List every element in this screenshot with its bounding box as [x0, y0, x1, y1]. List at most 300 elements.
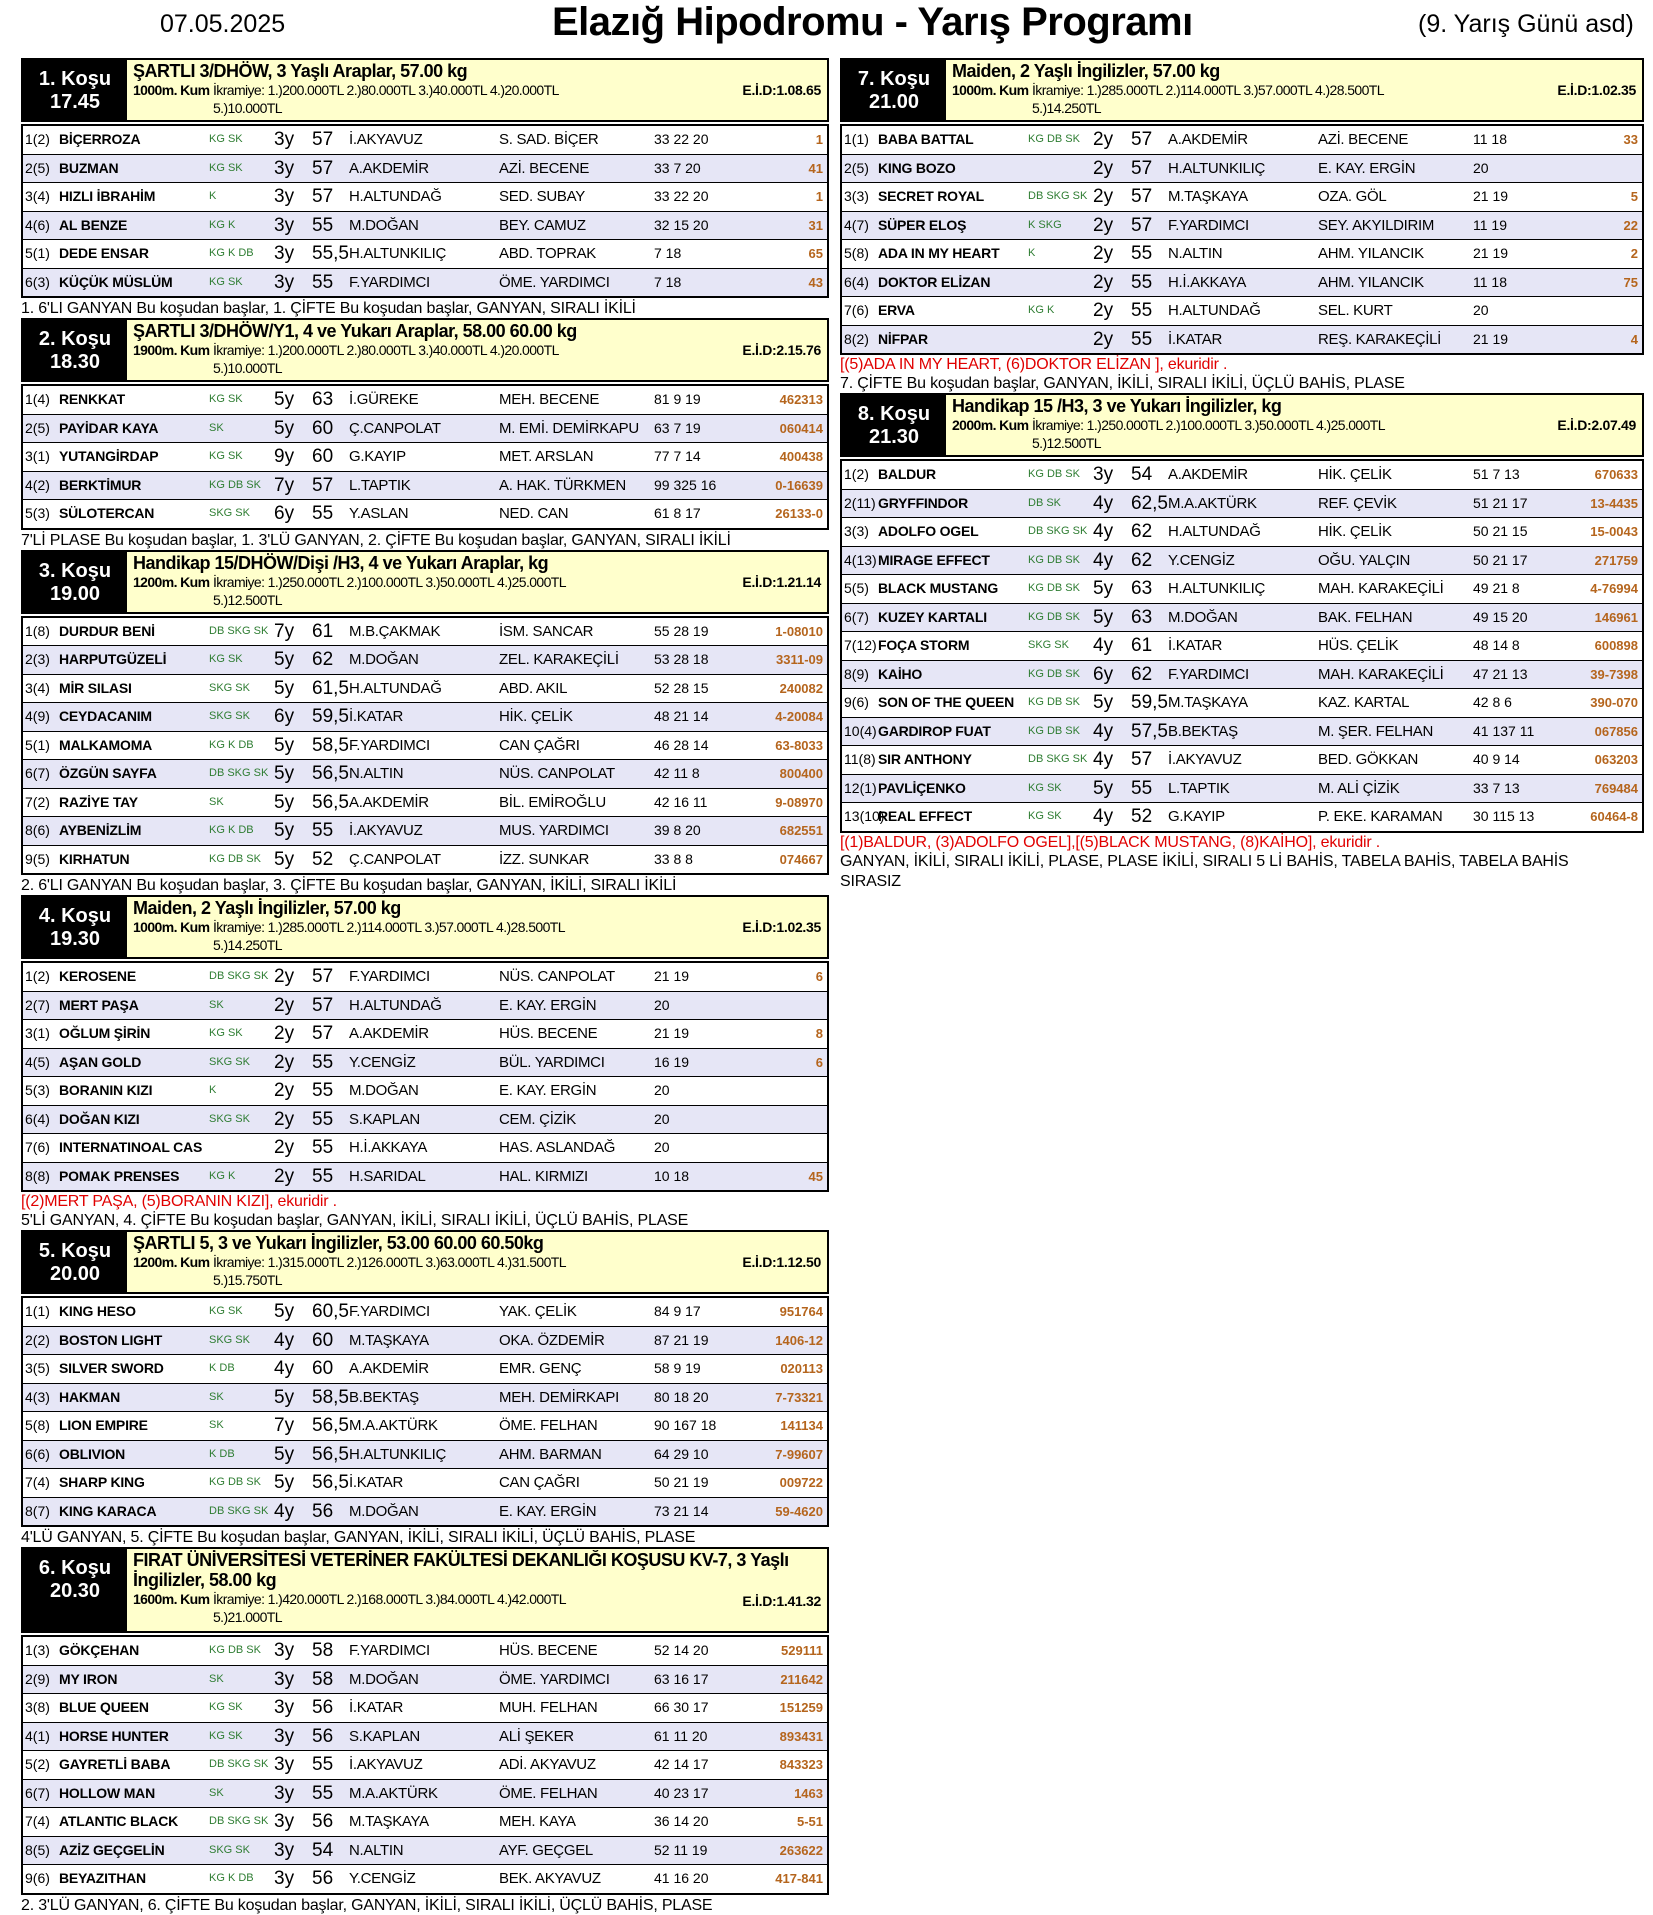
weight: 52	[312, 848, 334, 870]
horse-age: 2y	[274, 1137, 295, 1158]
last-races	[1545, 297, 1642, 325]
jockey: B.BEKTAŞ	[1168, 722, 1238, 740]
last-races: 009722	[779, 1475, 823, 1490]
entries-table	[840, 459, 1644, 833]
equipment: KG DB SK	[1028, 582, 1080, 594]
sire-dam-stats: 50 21 15	[1473, 523, 1528, 539]
sire-dam-stats: 20	[654, 996, 670, 1013]
last-races: 1-08010	[775, 623, 823, 639]
weight: 57	[312, 474, 334, 496]
sire-dam-stats: 81 9 19	[654, 391, 701, 407]
equipment: KG K DB	[209, 738, 254, 751]
horse-name: MİR SILASI	[59, 679, 132, 696]
owner: MAH. KARAKEÇİLİ	[1318, 665, 1444, 683]
race-number-box	[23, 552, 127, 612]
entry-number: 2(5)	[25, 159, 50, 176]
horse-age: 6y	[1093, 663, 1114, 685]
horse-age: 2y	[274, 966, 295, 987]
table-row	[842, 689, 1642, 718]
last-races: 4	[1630, 331, 1638, 347]
race-day: (9. Yarış Günü asd)	[1418, 10, 1634, 38]
horse-age: 3y	[274, 214, 295, 236]
table-row	[23, 472, 827, 501]
sire-dam-stats: 42 16 11	[654, 793, 708, 810]
table-row	[23, 212, 827, 241]
horse-name: INTERNATINOAL CAS	[59, 1139, 203, 1155]
equipment: KG DB SK	[1028, 468, 1080, 480]
jockey: H.ALTUNDAĞ	[349, 188, 442, 205]
race-header	[21, 1547, 829, 1633]
horse-name: KING KARACA	[59, 1502, 157, 1519]
table-row	[23, 1637, 827, 1666]
horse-age: 2y	[274, 994, 295, 1016]
owner: İZZ. SUNKAR	[499, 850, 590, 868]
page-title: Elazığ Hipodromu - Yarış Programı	[552, 0, 1193, 44]
entry-number: 6(6)	[25, 1445, 50, 1462]
race-block	[21, 1230, 829, 1547]
entry-number: 6(7)	[25, 765, 50, 781]
bet-note: 2. 3'LÜ GANYAN, 6. ÇİFTE Bu koşudan başlar, GANYAN, İKİLİ, SIRALI İKİLİ, ÜÇLÜ BAHİS, PLASE	[21, 1896, 713, 1914]
weight: 57	[312, 966, 334, 987]
jockey: M.DOĞAN	[349, 1670, 419, 1688]
sire-dam-stats: 33 22 20	[654, 188, 709, 204]
owner: E. KAY. ERGİN	[499, 1082, 597, 1099]
sire-dam-stats: 61 8 17	[654, 505, 701, 521]
race-prize-5: 5.)10.000TL	[213, 360, 282, 376]
horse-age: 3y	[274, 1868, 295, 1889]
weight: 60	[312, 1329, 334, 1351]
equipment: KG DB SK	[209, 1644, 261, 1656]
weight: 55	[312, 214, 334, 236]
equipment: KG SK	[209, 1729, 243, 1742]
equipment: KG SK	[209, 133, 243, 145]
last-races: 600898	[1594, 638, 1638, 653]
equipment: DB SKG SK	[209, 1815, 269, 1827]
weight: 57	[312, 129, 334, 150]
horse-name: POMAK PRENSES	[59, 1167, 180, 1184]
sire-dam-stats: 39 8 20	[654, 822, 701, 838]
entry-number: 7(4)	[25, 1474, 50, 1490]
last-races: 22	[1623, 217, 1638, 233]
entry-number: 7(2)	[25, 793, 50, 810]
entry-number: 6(4)	[25, 1110, 50, 1127]
race-notes	[21, 1895, 829, 1915]
last-races: 211642	[780, 1671, 823, 1687]
horse-name: OĞLUM ŞİRİN	[59, 1025, 151, 1041]
horse-age: 2y	[1093, 271, 1114, 293]
race-number: 7. Koşu	[857, 68, 931, 90]
equipment: SK	[209, 1786, 224, 1799]
sire-dam-stats: 20	[654, 1082, 670, 1098]
race-number: 5. Koşu	[38, 1240, 112, 1262]
sire-dam-stats: 87 21 19	[654, 1331, 709, 1348]
last-races: 45	[808, 1168, 823, 1184]
horse-name: SECRET ROYAL	[878, 188, 984, 204]
race-number-box	[23, 1232, 127, 1292]
race-time: 20.00	[49, 1263, 101, 1285]
jockey: M.DOĞAN	[1168, 608, 1238, 626]
table-row	[23, 1049, 827, 1078]
race-number-box	[23, 60, 127, 120]
entry-number: 8(7)	[25, 1502, 50, 1519]
entry-number: 10(4)	[844, 722, 877, 739]
horse-age: 2y	[1093, 157, 1114, 179]
owner: E. KAY. ERGİN	[499, 996, 597, 1014]
last-races	[726, 992, 827, 1020]
horse-name: DOKTOR ELİZAN	[878, 273, 991, 290]
race-notes	[21, 875, 829, 895]
race-number-box	[842, 395, 946, 455]
sire-dam-stats: 21 19	[1473, 245, 1509, 261]
horse-age: 3y	[274, 1640, 295, 1661]
owner: HİK. ÇELİK	[499, 708, 573, 725]
last-races: 146961	[1594, 609, 1638, 625]
race-number: 4. Koşu	[38, 905, 112, 927]
horse-name: BALDUR	[878, 466, 936, 482]
entry-number: 5(3)	[25, 1082, 50, 1098]
horse-name: SÜPER ELOŞ	[878, 216, 967, 233]
last-races: 141134	[780, 1418, 823, 1433]
last-races: 1463	[794, 1785, 823, 1801]
race-number: 8. Koşu	[857, 403, 931, 425]
entries-table	[21, 1296, 829, 1527]
weight: 62,5	[1131, 492, 1168, 514]
owner: BEK. AKYAVUZ	[499, 1870, 601, 1887]
race-record: E.İ.D:1.21.14	[742, 573, 821, 590]
last-races: 6	[815, 969, 823, 984]
race-block	[21, 550, 829, 896]
equipment	[1028, 326, 1093, 354]
table-row	[842, 297, 1642, 326]
race-info	[127, 897, 827, 957]
weight: 52	[1131, 806, 1153, 827]
last-races: 074667	[779, 851, 823, 867]
last-races: 390-070	[1590, 695, 1638, 710]
horse-name: ÖZGÜN SAYFA	[59, 765, 157, 781]
entry-number: 7(4)	[25, 1813, 50, 1829]
last-races: 271759	[1594, 552, 1638, 568]
race-prize: İkramiye: 1.)285.000TL 2.)114.000TL 3.)57.000TL 4.)28.500TL	[1032, 82, 1384, 98]
entries-table	[21, 961, 829, 1192]
sire-dam-stats: 52 11 19	[654, 1841, 708, 1858]
entries-table	[840, 124, 1644, 355]
table-row	[23, 1134, 827, 1163]
weight: 58	[312, 1640, 334, 1661]
table-row	[23, 386, 827, 415]
horse-name: CEYDACANIM	[59, 708, 152, 724]
weight: 61	[312, 620, 334, 642]
table-row	[23, 1106, 827, 1135]
race-header	[840, 58, 1644, 122]
horse-age: 3y	[274, 1811, 295, 1832]
last-races: 13-4435	[1590, 495, 1638, 511]
weight: 55	[312, 503, 334, 524]
jockey: B.BEKTAŞ	[349, 1388, 419, 1406]
horse-age: 5y	[1093, 578, 1114, 599]
entries-table	[21, 616, 829, 876]
sire-dam-stats: 51 21 17	[1473, 494, 1528, 511]
table-row	[23, 1751, 827, 1780]
race-block	[21, 1547, 829, 1915]
jockey: F.YARDIMCI	[1168, 216, 1249, 234]
equipment: SK	[209, 1419, 224, 1431]
race-title: Maiden, 2 Yaşlı İngilizler, 57.00 kg	[952, 61, 1220, 81]
weight: 55	[312, 1080, 334, 1101]
sire-dam-stats: 21 19	[654, 968, 690, 984]
last-races: 7-73321	[775, 1389, 823, 1405]
owner: YAK. ÇELİK	[499, 1303, 577, 1320]
sire-dam-stats: 30 115 13	[1473, 808, 1535, 824]
weight: 57	[1131, 214, 1153, 236]
race-prize: İkramiye: 1.)200.000TL 2.)80.000TL 3.)40.000TL 4.)20.000TL	[213, 82, 559, 98]
horse-name: ADA IN MY HEART	[878, 245, 1000, 261]
weight: 61	[1131, 635, 1153, 656]
table-row	[23, 183, 827, 212]
table-row	[23, 789, 827, 818]
table-row	[23, 1694, 827, 1723]
sire-dam-stats: 20	[1473, 302, 1489, 318]
table-row	[23, 443, 827, 472]
entry-number: 4(13)	[844, 551, 877, 568]
owner: HÜS. ÇELİK	[1318, 637, 1399, 654]
sire-dam-stats: 47 21 13	[1473, 665, 1528, 682]
race-details	[952, 416, 1636, 434]
horse-age: 5y	[1093, 777, 1114, 799]
horse-name: BABA BATTAL	[878, 131, 974, 147]
jockey: Y.CENGİZ	[349, 1870, 416, 1887]
entry-number: 5(1)	[25, 245, 50, 261]
sire-dam-stats: 50 21 17	[1473, 551, 1528, 568]
horse-age: 5y	[1093, 606, 1114, 628]
last-races: 951764	[779, 1304, 823, 1319]
last-races: 63-8033	[775, 737, 823, 753]
sire-dam-stats: 77 7 14	[654, 448, 701, 464]
race-header	[840, 393, 1644, 457]
weight: 57	[312, 994, 334, 1016]
owner: AHM. BARMAN	[499, 1445, 602, 1463]
race-time: 19.00	[49, 582, 101, 605]
right-column	[840, 58, 1644, 891]
table-row	[23, 1469, 827, 1498]
weight: 58,5	[312, 734, 349, 756]
horse-name: ERVA	[878, 302, 915, 318]
entry-number: 3(8)	[25, 1699, 50, 1715]
horse-name: HORSE HUNTER	[59, 1727, 169, 1744]
horse-name: KEROSENE	[59, 968, 136, 984]
owner: ÖME. YARDIMCI	[499, 273, 610, 291]
race-prize-5: 5.)12.500TL	[1032, 435, 1101, 451]
horse-age: 5y	[274, 677, 295, 699]
weight: 63	[1131, 578, 1153, 599]
owner: HİK. ÇELİK	[1318, 466, 1392, 483]
entry-number: 1(3)	[25, 1642, 50, 1658]
race-title-line2: İngilizler, 58.00 kg	[133, 1570, 277, 1590]
horse-age: 4y	[1093, 492, 1114, 514]
last-races: 843323	[779, 1757, 823, 1772]
table-row	[842, 661, 1642, 690]
horse-age: 3y	[274, 1754, 295, 1775]
weight: 62	[1131, 663, 1153, 685]
jockey: İ.KATAR	[349, 1474, 404, 1491]
race-record: E.İ.D:1.41.32	[742, 1593, 821, 1609]
owner: ÖME. FELHAN	[499, 1417, 598, 1434]
sire-dam-stats: 42 14 17	[654, 1756, 709, 1772]
owner: MEH. DEMİRKAPI	[499, 1388, 619, 1406]
race-distance: 1900m. Kum	[133, 342, 210, 358]
last-races: 063203	[1594, 752, 1638, 767]
last-races: 43	[808, 274, 823, 290]
equipment: DB SKG SK	[209, 970, 269, 982]
weight: 57	[1131, 186, 1153, 207]
weight: 57	[1131, 157, 1153, 179]
weight: 55	[1131, 271, 1153, 293]
weight: 62	[312, 649, 334, 670]
jockey: A.AKDEMİR	[349, 159, 429, 177]
horse-name: HIZLI İBRAHİM	[59, 188, 156, 204]
equipment: SKG SK	[209, 507, 250, 519]
owner: EMR. GENÇ	[499, 1360, 582, 1377]
table-row	[23, 817, 827, 846]
horse-name: HAKMAN	[59, 1388, 121, 1405]
race-block	[840, 58, 1644, 393]
horse-age: 7y	[274, 620, 295, 642]
jockey: H.İ.AKKAYA	[1168, 273, 1247, 291]
table-row	[23, 618, 827, 647]
last-races: 59-4620	[775, 1503, 823, 1519]
horse-name: AYBENİZLİM	[59, 822, 142, 838]
weight: 63	[312, 389, 334, 410]
owner: P. EKE. KARAMAN	[1318, 808, 1443, 825]
horse-age: 4y	[1093, 549, 1114, 571]
horse-age: 5y	[274, 820, 295, 841]
race-prize-5: 5.)10.000TL	[213, 100, 282, 116]
sire-dam-stats: 80 18 20	[654, 1388, 709, 1405]
horse-name: OBLIVION	[59, 1445, 126, 1462]
table-row	[23, 1865, 827, 1893]
jockey: İ.GÜREKE	[349, 391, 419, 408]
horse-name: RENKKAT	[59, 391, 126, 407]
jockey: F.YARDIMCI	[349, 1642, 430, 1659]
entry-number: 6(7)	[25, 1784, 50, 1801]
weight: 56	[312, 1697, 334, 1718]
table-row	[23, 760, 827, 789]
ekuri-note: [(1)BALDUR, (3)ADOLFO OGEL],[(5)BLACK MUSTANG, (8)KAİHO], ekuridir .	[840, 833, 1380, 851]
horse-name: FOÇA STORM	[878, 637, 970, 653]
last-races: 020113	[780, 1361, 823, 1376]
last-races	[1545, 155, 1642, 183]
jockey: F.YARDIMCI	[1168, 665, 1249, 683]
race-record: E.İ.D:1.02.35	[1557, 82, 1636, 98]
sire-dam-stats: 42 11 8	[654, 765, 700, 781]
entry-number: 7(6)	[844, 302, 869, 318]
entry-number: 3(1)	[25, 448, 50, 464]
sire-dam-stats: 40 9 14	[1473, 751, 1520, 767]
table-row	[842, 326, 1642, 354]
equipment: SKG SK	[1028, 639, 1069, 651]
last-races: 893431	[779, 1728, 823, 1744]
last-races: 0-16639	[775, 477, 823, 493]
weight: 56	[312, 1868, 334, 1889]
sire-dam-stats: 42 8 6	[1473, 694, 1512, 710]
equipment: KG SK	[209, 393, 243, 405]
ekuri-note: [(2)MERT PAŞA, (5)BORANIN KIZI], ekuridir .	[21, 1193, 337, 1210]
table-row	[23, 703, 827, 732]
horse-age: 4y	[1093, 806, 1114, 827]
jockey: İ.AKYAVUZ	[349, 131, 423, 148]
last-races: 5-51	[796, 1814, 823, 1829]
entry-number: 5(8)	[25, 1417, 50, 1433]
horse-name: PAYİDAR KAYA	[59, 419, 159, 436]
equipment: KG SK	[209, 450, 243, 462]
weight: 55	[312, 820, 334, 841]
table-row	[23, 1666, 827, 1695]
horse-age: 5y	[274, 1301, 295, 1322]
weight: 55	[1131, 777, 1153, 799]
entry-number: 2(11)	[844, 494, 876, 511]
entry-number: 3(1)	[25, 1025, 50, 1041]
horse-name: KIRHATUN	[59, 850, 130, 867]
date: 07.05.2025	[160, 10, 286, 38]
entry-number: 4(3)	[25, 1388, 50, 1405]
jockey: L.TAPTIK	[1168, 779, 1230, 797]
horse-name: BOSTON LIGHT	[59, 1331, 163, 1348]
race-time: 19.30	[49, 928, 101, 950]
entry-number: 2(3)	[25, 651, 50, 667]
equipment	[1028, 269, 1093, 297]
sire-dam-stats: 49 21 8	[1473, 580, 1520, 596]
jockey: İ.AKYAVUZ	[349, 822, 423, 839]
last-races: 060414	[779, 420, 823, 436]
owner: BÜL. YARDIMCI	[499, 1053, 605, 1071]
owner: NÜS. CANPOLAT	[499, 968, 615, 985]
race-details	[133, 1590, 821, 1608]
equipment: SK	[209, 1390, 224, 1403]
weight: 60	[312, 446, 334, 467]
race-number: 2. Koşu	[38, 328, 112, 350]
horse-name: SON OF THE QUEEN	[878, 694, 1015, 710]
race-details	[133, 918, 821, 936]
last-races: 75	[1623, 274, 1638, 290]
weight: 57	[1131, 749, 1153, 770]
last-races: 417-841	[775, 1871, 823, 1886]
owner: ADİ. AKYAVUZ	[499, 1756, 596, 1773]
jockey: H.SARIDAL	[349, 1167, 426, 1185]
horse-name: MIRAGE EFFECT	[878, 551, 990, 568]
entry-number: 4(7)	[844, 216, 869, 233]
race-title: Handikap 15 /H3, 3 ve Yukarı İngilizler, kg	[952, 396, 1282, 416]
weight: 55	[312, 1137, 334, 1158]
equipment: KG SK	[209, 1027, 243, 1039]
horse-name: PAVLİÇENKO	[878, 779, 966, 796]
equipment: DB SKG SK	[1028, 525, 1088, 537]
equipment: DB SKG SK	[1028, 753, 1088, 765]
jockey: İ.KATAR	[1168, 330, 1223, 348]
horse-age: 5y	[274, 649, 295, 670]
jockey: H.ALTUNKILIÇ	[349, 245, 446, 262]
race-prize-5: 5.)15.750TL	[213, 1272, 282, 1288]
jockey: İ.AKYAVUZ	[1168, 751, 1242, 768]
weight: 56	[312, 1725, 334, 1747]
entry-number: 3(4)	[25, 188, 50, 204]
last-races: 5	[1630, 189, 1638, 204]
owner: HÜS. BECENE	[499, 1025, 598, 1042]
race-notes	[840, 355, 1644, 393]
race-info	[127, 1549, 827, 1631]
race-record: E.İ.D:1.12.50	[742, 1254, 821, 1270]
race-distance: 1000m. Kum	[133, 82, 210, 98]
race-details	[133, 81, 821, 99]
jockey: L.TAPTIK	[349, 476, 411, 494]
